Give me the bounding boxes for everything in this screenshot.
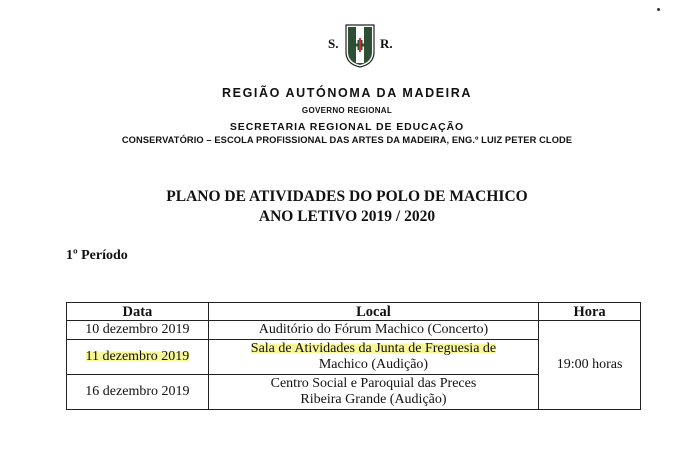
table-row [67,321,641,340]
emblem-right-letters: R. [380,36,393,51]
scan-dot [657,8,660,11]
region-heading: REGIÃO AUTÓNOMA DA MADEIRA [222,86,472,100]
row-local-line2: Ribeira Grande (Audição) [300,392,447,407]
shield-icon [345,24,375,68]
schedule-table [66,302,641,410]
emblem-left-letters: S. [328,36,339,51]
row-date: 10 dezembro 2019 [67,321,209,340]
school-year-title: ANO LETIVO 2019 / 2020 [258,208,436,225]
row-date: 16 dezembro 2019 [67,375,209,410]
plan-title: PLANO DE ATIVIDADES DO POLO DE MACHICO [166,188,528,205]
period-heading: 1º Período [66,248,128,263]
row-local-line2: Machico (Audição) [318,357,429,372]
table-header-row [67,303,641,321]
row-local-line1: Centro Social e Paroquial das Preces [270,376,477,391]
row-date [67,340,209,375]
row-local [208,375,538,410]
row-local-line1: Sala de Atividades da Junta de Freguesia de [250,341,497,356]
row-local-line1: Auditório do Fórum Machico (Concerto) [258,322,489,337]
conservatory-heading: CONSERVATÓRIO – ESCOLA PROFISSIONAL DAS ARTES DA MADEIRA, ENG.º LUIZ PETER CLODE [121,135,573,145]
government-heading: GOVERNO REGIONAL [301,106,393,115]
row-local [208,340,538,375]
row-local [208,321,538,340]
secretariat-heading: SECRETARIA REGIONAL DE EDUCAÇÃO [229,121,465,133]
header-local: Local [208,303,538,321]
header-date: Data [67,303,209,321]
sr-emblem [318,22,402,74]
header-hour: Hora [539,303,641,321]
row-date-highlighted: 11 dezembro 2019 [85,349,190,364]
row-hour: 19:00 horas [539,321,641,410]
